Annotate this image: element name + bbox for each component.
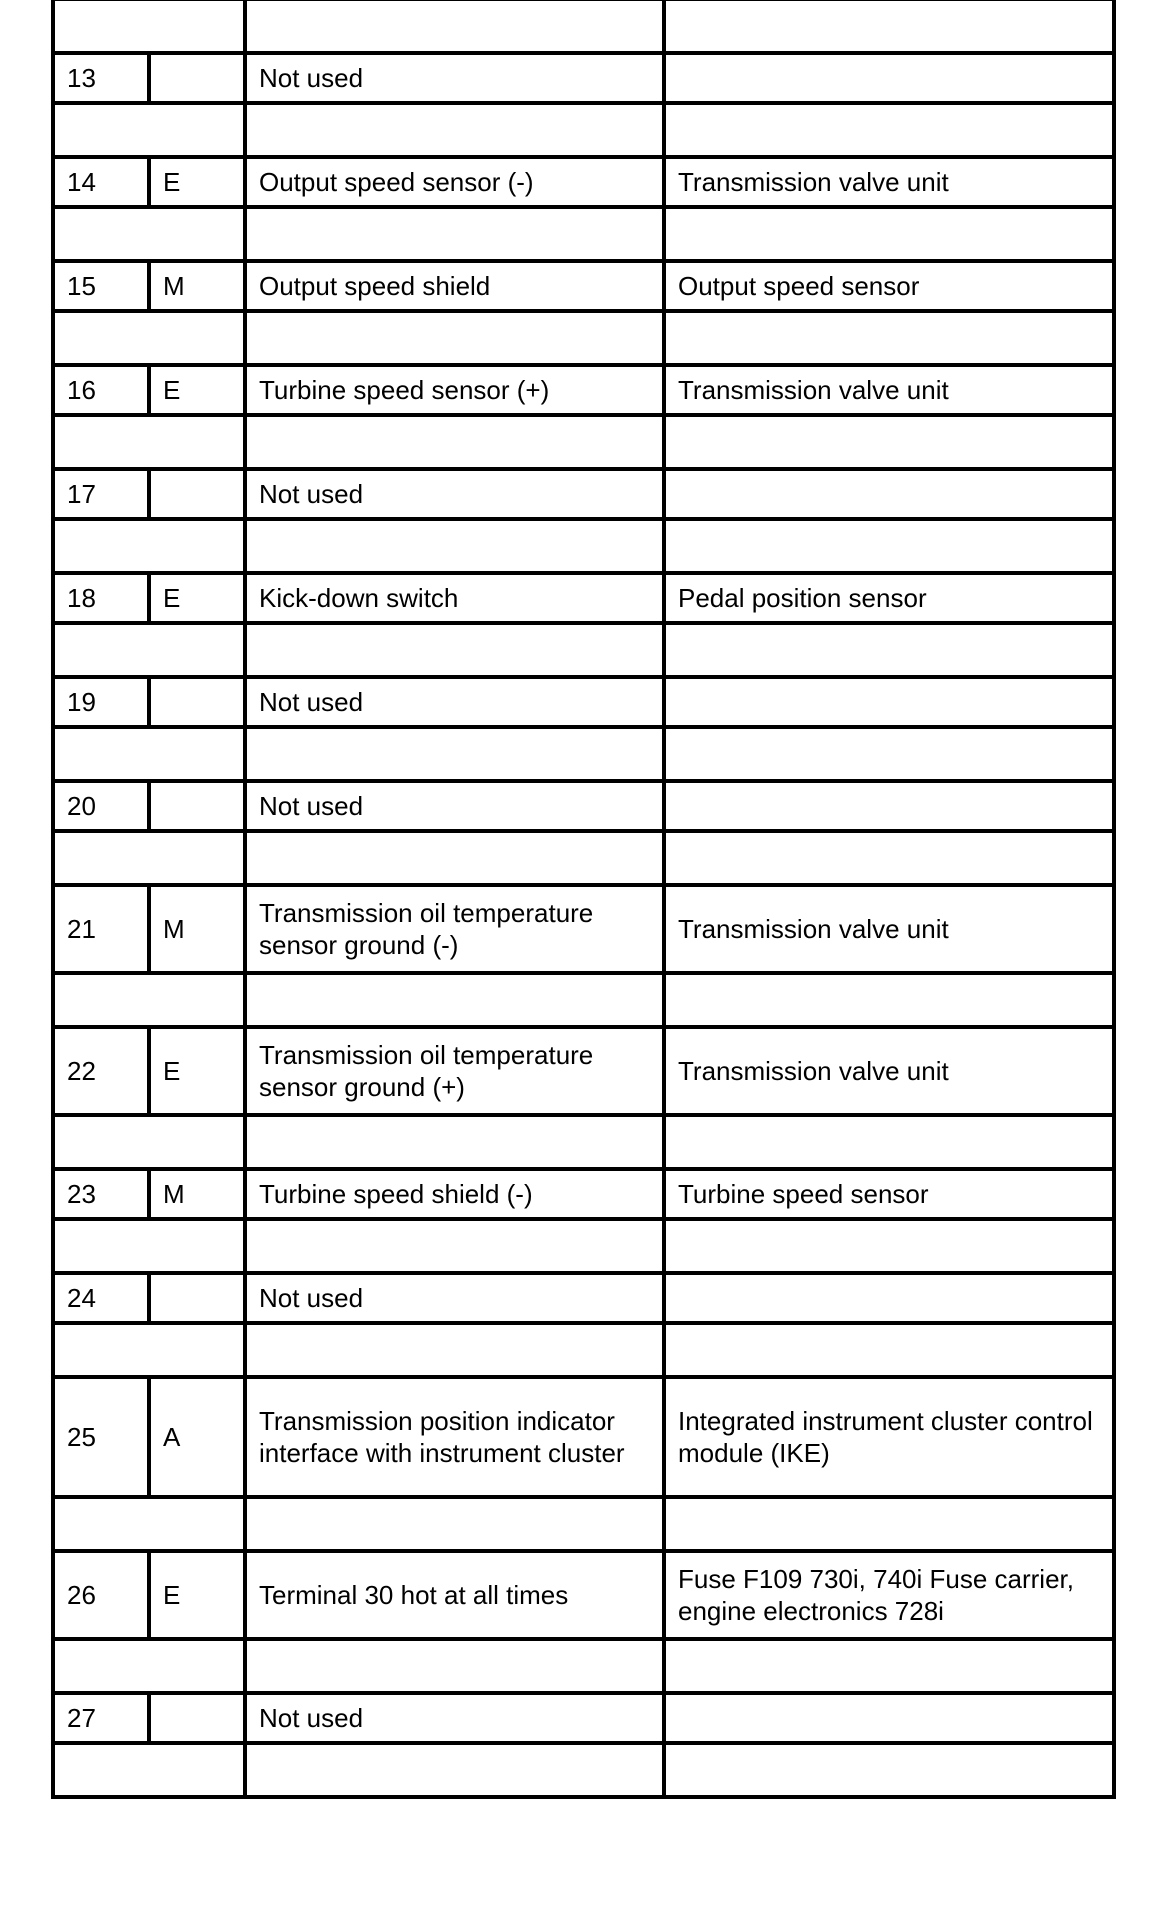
pin-number-cell: 26: [53, 1551, 149, 1639]
connection-cell: Transmission valve unit: [664, 365, 1114, 415]
function-cell: Output speed shield: [245, 261, 664, 311]
signal-type-cell: [149, 1693, 245, 1743]
table-row: [53, 1377, 1114, 1497]
spacer-row: [53, 415, 1114, 469]
spacer-cell: [664, 973, 1114, 1027]
pin-number-cell: 15: [53, 261, 149, 311]
spacer-cell: [53, 1639, 245, 1693]
table-row: [53, 1169, 1114, 1219]
spacer-cell: [245, 1639, 664, 1693]
function-cell: Transmission position indicator interface with instrument cluster: [245, 1377, 664, 1497]
table-row: [53, 53, 1114, 103]
spacer-cell: [245, 103, 664, 157]
connection-cell: Pedal position sensor: [664, 573, 1114, 623]
spacer-cell: [664, 0, 1114, 53]
function-cell: Not used: [245, 1273, 664, 1323]
signal-type-cell: E: [149, 1027, 245, 1115]
function-cell: Kick-down switch: [245, 573, 664, 623]
spacer-row: [53, 1743, 1114, 1797]
spacer-cell: [664, 831, 1114, 885]
table-row: [53, 677, 1114, 727]
spacer-row: [53, 519, 1114, 573]
spacer-cell: [245, 1743, 664, 1797]
connection-cell: [664, 1693, 1114, 1743]
pin-number-cell: 19: [53, 677, 149, 727]
spacer-cell: [664, 623, 1114, 677]
signal-type-cell: E: [149, 157, 245, 207]
spacer-cell: [245, 0, 664, 53]
connection-cell: Transmission valve unit: [664, 157, 1114, 207]
signal-type-cell: E: [149, 1551, 245, 1639]
function-cell: Terminal 30 hot at all times: [245, 1551, 664, 1639]
connection-cell: Turbine speed sensor: [664, 1169, 1114, 1219]
spacer-cell: [245, 1219, 664, 1273]
signal-type-cell: M: [149, 261, 245, 311]
signal-type-cell: [149, 1273, 245, 1323]
spacer-row: [53, 1115, 1114, 1169]
spacer-cell: [664, 727, 1114, 781]
spacer-cell: [53, 1497, 245, 1551]
pin-number-cell: 13: [53, 53, 149, 103]
pin-number-cell: 24: [53, 1273, 149, 1323]
connection-cell: [664, 677, 1114, 727]
spacer-row: [53, 1323, 1114, 1377]
spacer-cell: [245, 207, 664, 261]
pin-table-body: [53, 0, 1114, 1797]
signal-type-cell: E: [149, 365, 245, 415]
connection-cell: [664, 781, 1114, 831]
table-row: [53, 573, 1114, 623]
spacer-cell: [245, 623, 664, 677]
connection-cell: Transmission valve unit: [664, 885, 1114, 973]
spacer-cell: [245, 519, 664, 573]
spacer-row: [53, 973, 1114, 1027]
signal-type-cell: [149, 781, 245, 831]
function-cell: Output speed sensor (-): [245, 157, 664, 207]
spacer-cell: [245, 311, 664, 365]
table-row: [53, 885, 1114, 973]
spacer-row: [53, 0, 1114, 53]
spacer-cell: [664, 207, 1114, 261]
table-row: [53, 1551, 1114, 1639]
connection-cell: [664, 1273, 1114, 1323]
function-cell: Transmission oil temperature sensor ground (-): [245, 885, 664, 973]
spacer-cell: [245, 727, 664, 781]
spacer-cell: [664, 103, 1114, 157]
spacer-row: [53, 1497, 1114, 1551]
spacer-cell: [664, 311, 1114, 365]
spacer-row: [53, 207, 1114, 261]
spacer-cell: [53, 1115, 245, 1169]
signal-type-cell: [149, 469, 245, 519]
pin-number-cell: 14: [53, 157, 149, 207]
connection-cell: Fuse F109 730i, 740i Fuse carrier, engine electronics 728i: [664, 1551, 1114, 1639]
spacer-row: [53, 727, 1114, 781]
spacer-cell: [53, 831, 245, 885]
connection-cell: Transmission valve unit: [664, 1027, 1114, 1115]
pin-number-cell: 22: [53, 1027, 149, 1115]
pin-assignment-table: [51, 0, 1116, 1799]
spacer-cell: [245, 831, 664, 885]
spacer-cell: [53, 1743, 245, 1797]
function-cell: Not used: [245, 677, 664, 727]
spacer-cell: [53, 727, 245, 781]
signal-type-cell: A: [149, 1377, 245, 1497]
spacer-row: [53, 831, 1114, 885]
spacer-cell: [53, 311, 245, 365]
table-row: [53, 781, 1114, 831]
table-row: [53, 1027, 1114, 1115]
table-row: [53, 261, 1114, 311]
table-row: [53, 365, 1114, 415]
spacer-cell: [53, 207, 245, 261]
signal-type-cell: [149, 53, 245, 103]
pin-number-cell: 17: [53, 469, 149, 519]
connection-cell: [664, 469, 1114, 519]
spacer-cell: [664, 415, 1114, 469]
spacer-cell: [53, 0, 245, 53]
spacer-cell: [664, 1219, 1114, 1273]
spacer-cell: [53, 415, 245, 469]
function-cell: Transmission oil temperature sensor ground (+): [245, 1027, 664, 1115]
spacer-row: [53, 103, 1114, 157]
pin-number-cell: 25: [53, 1377, 149, 1497]
signal-type-cell: M: [149, 885, 245, 973]
spacer-cell: [245, 1323, 664, 1377]
spacer-cell: [245, 1115, 664, 1169]
pin-number-cell: 23: [53, 1169, 149, 1219]
function-cell: Not used: [245, 469, 664, 519]
spacer-cell: [53, 1219, 245, 1273]
spacer-cell: [53, 519, 245, 573]
spacer-cell: [664, 519, 1114, 573]
pin-number-cell: 20: [53, 781, 149, 831]
pin-number-cell: 27: [53, 1693, 149, 1743]
spacer-cell: [245, 973, 664, 1027]
spacer-row: [53, 1219, 1114, 1273]
spacer-row: [53, 311, 1114, 365]
spacer-cell: [664, 1639, 1114, 1693]
table-row: [53, 1693, 1114, 1743]
spacer-cell: [53, 623, 245, 677]
spacer-cell: [53, 973, 245, 1027]
spacer-cell: [245, 415, 664, 469]
spacer-row: [53, 623, 1114, 677]
function-cell: Turbine speed shield (-): [245, 1169, 664, 1219]
table-row: [53, 469, 1114, 519]
connection-cell: [664, 53, 1114, 103]
spacer-cell: [53, 1323, 245, 1377]
table-row: [53, 157, 1114, 207]
spacer-cell: [245, 1497, 664, 1551]
pin-number-cell: 18: [53, 573, 149, 623]
spacer-cell: [664, 1115, 1114, 1169]
function-cell: Not used: [245, 1693, 664, 1743]
connection-cell: Integrated instrument cluster control module (IKE): [664, 1377, 1114, 1497]
signal-type-cell: [149, 677, 245, 727]
pin-number-cell: 16: [53, 365, 149, 415]
pin-number-cell: 21: [53, 885, 149, 973]
connection-cell: Output speed sensor: [664, 261, 1114, 311]
function-cell: Not used: [245, 781, 664, 831]
function-cell: Turbine speed sensor (+): [245, 365, 664, 415]
spacer-cell: [664, 1497, 1114, 1551]
signal-type-cell: M: [149, 1169, 245, 1219]
spacer-cell: [53, 103, 245, 157]
spacer-cell: [664, 1323, 1114, 1377]
spacer-cell: [664, 1743, 1114, 1797]
spacer-row: [53, 1639, 1114, 1693]
function-cell: Not used: [245, 53, 664, 103]
signal-type-cell: E: [149, 573, 245, 623]
table-row: [53, 1273, 1114, 1323]
